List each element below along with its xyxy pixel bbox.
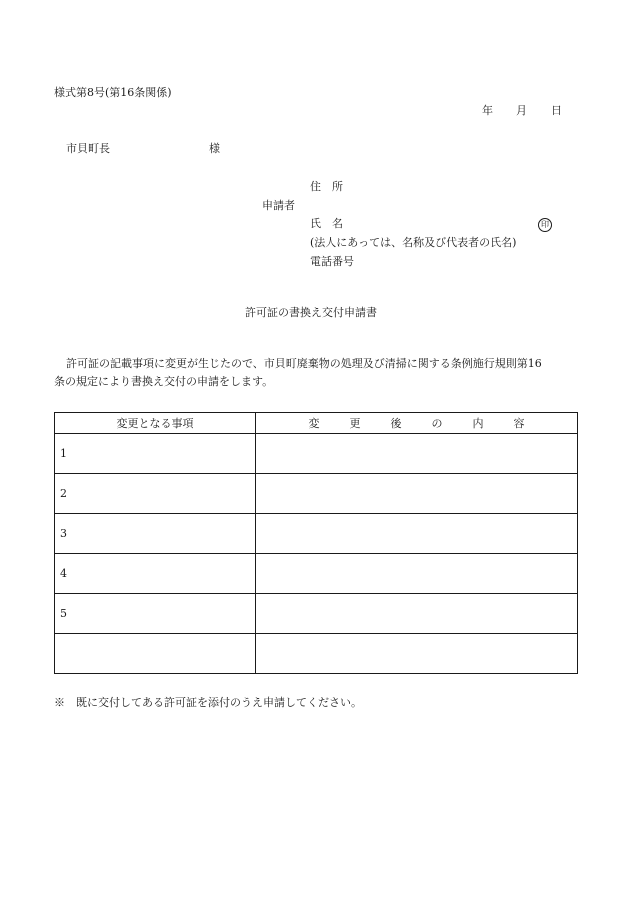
date-year-label: 年	[482, 104, 493, 117]
header-char: 後	[390, 417, 402, 430]
table-row	[55, 634, 578, 674]
applicant-address-label: 住 所	[310, 180, 343, 193]
seal-icon: 印	[538, 218, 552, 232]
header-changed-item: 変更となる事項	[55, 413, 256, 434]
addressee-name: 市貝町長	[66, 142, 110, 155]
row-content-cell[interactable]	[256, 634, 578, 674]
footnote: ※ 既に交付してある許可証を添付のうえ申請してください。	[54, 696, 362, 709]
applicant-name-label: 氏 名	[310, 217, 343, 230]
row-content-cell[interactable]	[256, 474, 578, 514]
row-content-cell[interactable]	[256, 554, 578, 594]
table-row	[55, 594, 578, 634]
table-row	[55, 434, 578, 474]
header-char: 変	[308, 417, 320, 430]
body-text-line1: 許可証の記載事項に変更が生じたので、市貝町廃棄物の処理及び清掃に関する条例施行規則第16	[66, 357, 542, 370]
header-char: の	[431, 417, 443, 430]
table-row	[55, 554, 578, 594]
addressee-honorific: 様	[209, 142, 220, 155]
seal-mark	[538, 217, 552, 232]
applicant-corp-note: (法人にあっては、名称及び代表者の氏名)	[310, 236, 517, 249]
header-char: 容	[513, 417, 525, 430]
row-number: 4	[55, 554, 256, 594]
row-number	[55, 634, 256, 674]
document-title: 許可証の書換え交付申請書	[245, 306, 377, 319]
header-content-after-change	[256, 413, 578, 434]
date-month-label: 月	[516, 104, 527, 117]
row-number: 1	[55, 434, 256, 474]
table-row	[55, 514, 578, 554]
body-text-line2: 条の規定により書換え交付の申請をします。	[54, 375, 274, 388]
row-number: 2	[55, 474, 256, 514]
header-char: 更	[349, 417, 361, 430]
changes-table	[54, 412, 578, 674]
row-number: 3	[55, 514, 256, 554]
applicant-label: 申請者	[262, 199, 295, 212]
form-number: 様式第8号(第16条関係)	[54, 86, 172, 99]
row-number: 5	[55, 594, 256, 634]
applicant-phone-label: 電話番号	[310, 255, 354, 268]
table-row	[55, 474, 578, 514]
date-day-label: 日	[551, 104, 562, 117]
header-char: 内	[472, 417, 484, 430]
row-content-cell[interactable]	[256, 594, 578, 634]
table-header-row	[55, 413, 578, 434]
row-content-cell[interactable]	[256, 514, 578, 554]
row-content-cell[interactable]	[256, 434, 578, 474]
